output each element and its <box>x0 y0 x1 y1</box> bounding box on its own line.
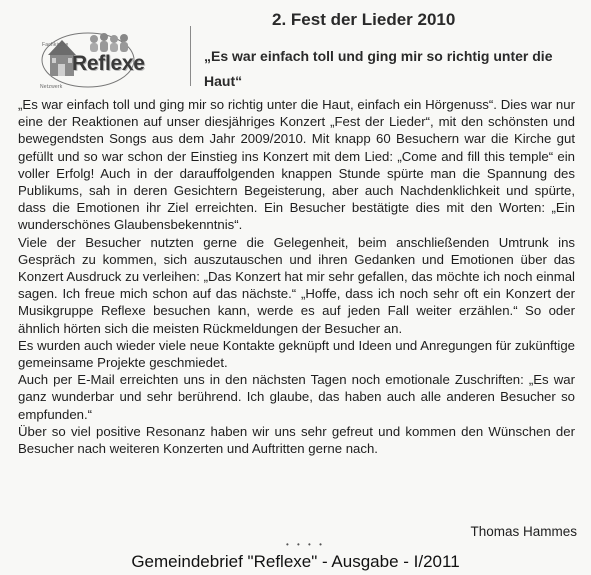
logo-wordmark: Reflexe <box>72 52 145 75</box>
logo-top-text: Fachkirche <box>42 42 69 48</box>
author-signature: Thomas Hammes <box>470 524 577 539</box>
page-footer: Gemeindebrief "Reflexe" - Ausgabe - I/2011 <box>131 552 460 571</box>
paragraph: Es wurden auch wieder viele neue Kontakte geknüpft und Ideen und Anregungen für zukünftige gemeinsame Projekte geschmiedet. <box>18 337 575 371</box>
article-subtitle: „Es war einfach toll und ging mir so richtig unter die Haut“ <box>204 48 553 89</box>
paragraph: Viele der Besucher nutzten gerne die Gelegenheit, beim anschließenden Umtrunk ins Gespräch zu kommen, sich auszutauschen und ihren Gedanken und Emotionen über das Konzert Ausdruck zu verleihen: „Das Konzert hat mir sehr gefallen, das möchte ich noch einmal sagen. Ich freue mich schon auf das nächste.“ „Hoffe, dass ich noch sehr oft ein Konzert der Musikgruppe Reflexe besuchen kann, werde es auf jeden Fall weiter erzählen.“ So oder ähnlich hörten sich die meisten Rückmeldungen der Besucher an. <box>18 234 575 336</box>
article-title: 2. Fest der Lieder 2010 <box>272 10 456 29</box>
reflexe-logo <box>38 28 164 88</box>
article-body <box>18 96 575 457</box>
paragraph: Auch per E-Mail erreichten uns in den nächsten Tagen noch emotionale Zuschriften: „Es war ganz wunderbar und sehr berührend. Ich glaube, das haben auch alle anderen Besucher so empfunden.“ <box>18 372 575 422</box>
header-divider <box>190 26 191 86</box>
paragraph: „Es war einfach toll und ging mir so richtig unter die Haut, einfach ein Hörgenuss“. Dies war nur eine der Reaktionen auf unser diesjähriges Konzert „Fest der Lieder“, mit den schönsten und bewegendsten Songs aus dem Jahr 2009/2010. Mit knapp 60 Besuchern war die Kirche gut gefüllt und so war schon der Einstieg ins Konzert mit dem Lied: „Come and fill this temple“ ein voller Erfolg! Auch in der darauffolgenden knappen Stunde spürte man die Spannung des Publikums, sah in deren Gesichtern Begeisterung, aber auch Nachdenklichkeit und spürte, dass die Emotionen ihr Ziel erreichten. Ein Besucher bestätigte dies mit den Worten: „Ein wunderschönes Glaubensbekenntnis“. <box>18 97 575 233</box>
separator-dots: • • • • <box>286 540 325 549</box>
paragraph: Über so viel positive Resonanz haben wir uns sehr gefreut und kommen den Wünschen der Besucher nach weiteren Konzerten und Auftritten gerne nach. <box>18 423 575 457</box>
logo-bottom-text: Netzwerk <box>40 84 63 90</box>
